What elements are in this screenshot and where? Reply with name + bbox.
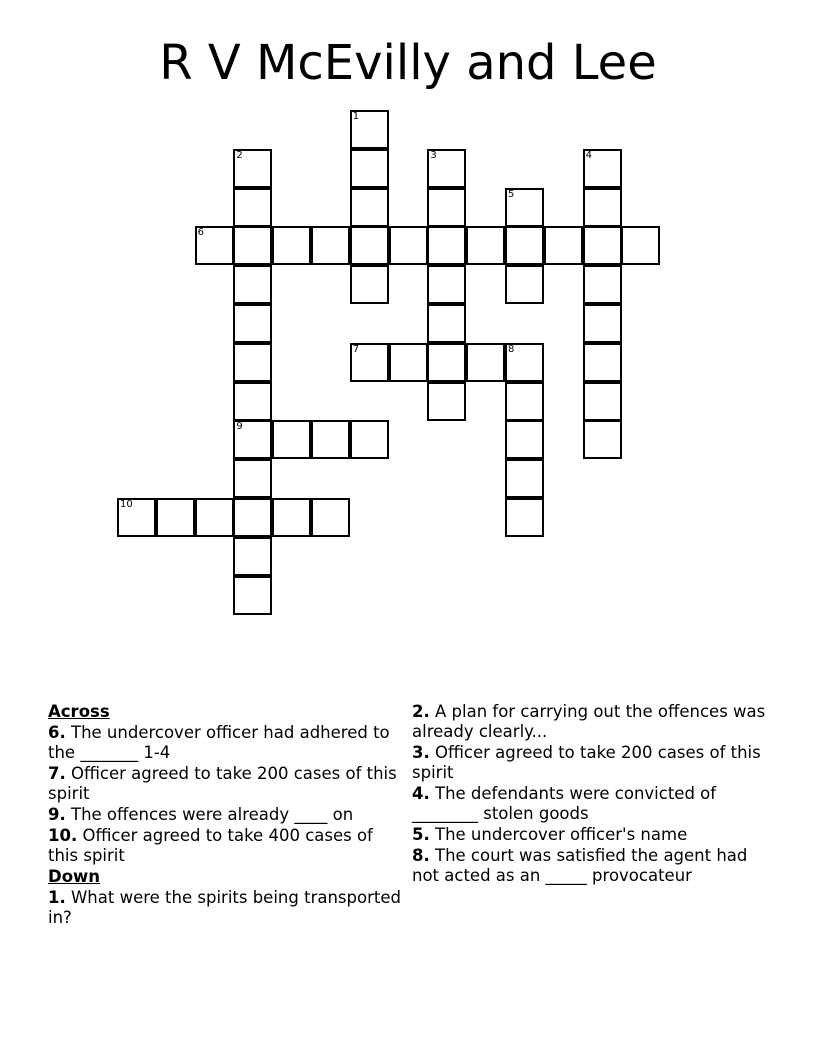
- grid-cell[interactable]: [233, 188, 272, 227]
- clue-item: [48, 805, 408, 825]
- clue-number: 4: [585, 149, 592, 161]
- grid-cell[interactable]: [505, 498, 544, 537]
- grid-cell[interactable]: [389, 343, 428, 382]
- grid-cell[interactable]: [233, 420, 272, 459]
- clue-number: 3: [430, 149, 437, 161]
- clue-item: [48, 826, 408, 866]
- clue-number: 9: [236, 421, 243, 433]
- grid-cell[interactable]: [233, 343, 272, 382]
- grid-cell[interactable]: [233, 304, 272, 343]
- clue-item: [48, 764, 408, 804]
- grid-cell[interactable]: [350, 420, 389, 459]
- clue-section-heading: Down: [48, 867, 101, 886]
- grid-cell[interactable]: [195, 226, 234, 265]
- grid-cell[interactable]: [621, 226, 660, 265]
- grid-cell[interactable]: [272, 226, 311, 265]
- grid-cell[interactable]: [427, 304, 466, 343]
- grid-cell[interactable]: [233, 382, 272, 421]
- grid-cell[interactable]: [350, 265, 389, 304]
- grid-cell[interactable]: [350, 110, 389, 149]
- grid-cell[interactable]: [466, 343, 505, 382]
- grid-cell[interactable]: [233, 576, 272, 615]
- clue-number: 5: [508, 188, 515, 200]
- grid-cell[interactable]: [583, 420, 622, 459]
- grid-cell[interactable]: [350, 188, 389, 227]
- clue-number: 2: [236, 149, 243, 161]
- clue-item-text: Officer agreed to take 400 cases of this spirit: [48, 826, 373, 865]
- grid-cell[interactable]: [233, 459, 272, 498]
- clue-item-number: 1.: [48, 888, 66, 907]
- clue-item-text: The offences were already ____ on: [65, 805, 354, 824]
- clue-number: 7: [352, 343, 360, 355]
- clue-item-number: 7.: [48, 764, 66, 783]
- clue-item-number: 2.: [412, 702, 430, 721]
- grid-cell[interactable]: [156, 498, 195, 537]
- grid-cell[interactable]: [233, 265, 272, 304]
- grid-cell[interactable]: [505, 420, 544, 459]
- grid-cell[interactable]: [427, 382, 466, 421]
- grid-cell[interactable]: [544, 226, 583, 265]
- grid-cell[interactable]: [427, 265, 466, 304]
- clue-item-number: 10.: [48, 826, 78, 845]
- clue-item: [48, 888, 408, 928]
- grid-cell[interactable]: [427, 149, 466, 188]
- grid-cell[interactable]: [350, 343, 389, 382]
- clue-column-right: [412, 702, 772, 887]
- grid-cell[interactable]: [233, 498, 272, 537]
- puzzle-title: R V McEvilly and Lee: [159, 35, 657, 91]
- clue-item-text: What were the spirits being transported in?: [48, 888, 401, 927]
- grid-cell[interactable]: [233, 149, 272, 188]
- clue-item-number: 5.: [412, 825, 430, 844]
- grid-cell[interactable]: [311, 420, 350, 459]
- grid-cell[interactable]: [272, 498, 311, 537]
- clue-item-number: 9.: [48, 805, 66, 824]
- grid-cell[interactable]: [466, 226, 505, 265]
- grid-cell[interactable]: [583, 149, 622, 188]
- clue-section-heading: Across: [48, 702, 110, 721]
- grid-cell[interactable]: [427, 226, 466, 265]
- clue-number: 10: [120, 499, 133, 510]
- grid-cell[interactable]: [505, 226, 544, 265]
- clue-item-text: The defendants were convicted of ________ stolen goods: [412, 784, 717, 823]
- clue-item: [412, 743, 772, 783]
- clue-item: [412, 825, 772, 845]
- grid-cell[interactable]: [505, 343, 544, 382]
- grid-cell[interactable]: [311, 226, 350, 265]
- clue-item-number: 4.: [412, 784, 430, 803]
- clue-item-text: The court was satisfied the agent had not acted as an _____ provocateur: [412, 846, 748, 885]
- grid-cell[interactable]: [233, 226, 272, 265]
- clue-item: [412, 784, 772, 824]
- grid-cell[interactable]: [427, 188, 466, 227]
- grid-cell[interactable]: [583, 188, 622, 227]
- grid-cell[interactable]: [350, 149, 389, 188]
- grid-cell[interactable]: [350, 226, 389, 265]
- grid-cell[interactable]: [272, 420, 311, 459]
- clue-item-text: The undercover officer's name: [429, 825, 688, 844]
- grid-cell[interactable]: [117, 498, 156, 537]
- grid-cell[interactable]: [583, 226, 622, 265]
- clue-item: [48, 723, 408, 763]
- grid-cell[interactable]: [505, 382, 544, 421]
- grid-cell[interactable]: [389, 226, 428, 265]
- grid-cell[interactable]: [505, 265, 544, 304]
- grid-cell[interactable]: [311, 498, 350, 537]
- clue-item-text: Officer agreed to take 200 cases of this spirit: [48, 764, 397, 803]
- clue-item-number: 8.: [412, 846, 430, 865]
- clue-number: 8: [508, 343, 515, 355]
- clue-item-number: 6.: [48, 723, 66, 742]
- grid-cell[interactable]: [583, 382, 622, 421]
- grid-cell[interactable]: [583, 265, 622, 304]
- clue-item-text: Officer agreed to take 200 cases of this spirit: [412, 743, 761, 782]
- clue-item-text: The undercover officer had adhered to the _______ 1-4: [48, 723, 390, 762]
- grid-cell[interactable]: [195, 498, 234, 537]
- clue-number: 1: [352, 111, 360, 122]
- grid-cell[interactable]: [233, 537, 272, 576]
- grid-cell[interactable]: [583, 343, 622, 382]
- clue-item-number: 3.: [412, 743, 430, 762]
- clue-item: [412, 846, 772, 886]
- clue-item-text: A plan for carrying out the offences was already clearly...: [412, 702, 766, 741]
- grid-cell[interactable]: [505, 188, 544, 227]
- clue-number: 6: [197, 227, 204, 239]
- clue-item: [412, 702, 772, 742]
- clue-column-left: [48, 702, 408, 929]
- grid-cell[interactable]: [583, 304, 622, 343]
- grid-cell[interactable]: [505, 459, 544, 498]
- grid-cell[interactable]: [427, 343, 466, 382]
